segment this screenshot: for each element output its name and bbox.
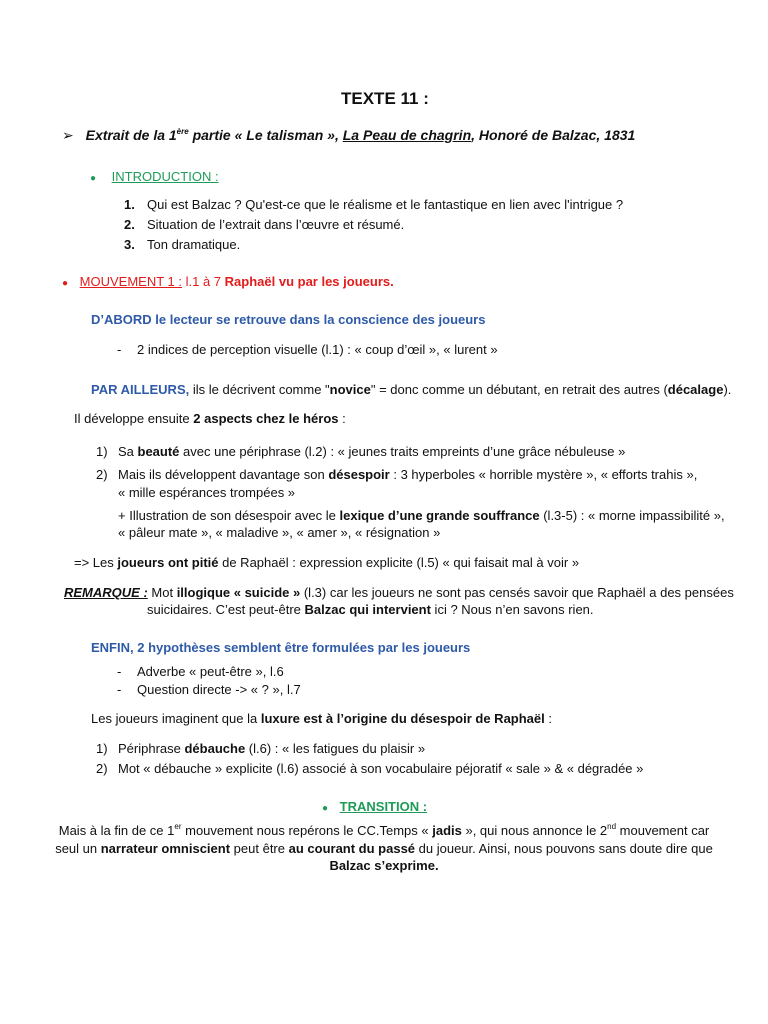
list-number: 1) [96, 444, 108, 459]
bullet-dot-icon: ● [322, 803, 329, 814]
remarque-line-2 [147, 601, 594, 618]
subtitle-line [62, 127, 635, 144]
debauche-bold: débauche [184, 741, 246, 756]
debauche-item-1 [96, 740, 426, 757]
dash-bullet: - [117, 664, 122, 679]
dev-text: Il développe ensuite [74, 411, 194, 426]
intro-item-text: Ton dramatique. [147, 237, 241, 252]
arrow-bullet-icon: ➢ [62, 127, 74, 143]
subtitle-part-1: Extrait de la 1 [85, 127, 177, 143]
intro-heading: INTRODUCTION : [111, 169, 219, 184]
dabord-item-text: 2 indices de perception visuelle (l.1) : « coup d’œil », « lurent » [137, 342, 498, 357]
debauche-item-2 [96, 760, 644, 777]
list-number: 1) [96, 741, 108, 756]
aspect-text: Mais ils développent davantage son [118, 467, 329, 482]
dev-text: : [338, 411, 346, 426]
mouvement-1-range: l.1 à 7 [182, 274, 225, 289]
intro-item-number: 1. [124, 197, 135, 212]
debauche-text: (l.6) : « les fatigues du plaisir » [245, 741, 426, 756]
intro-item-text: Situation de l’extrait dans l’œuvre et résumé. [147, 217, 405, 232]
remarque-line-1 [64, 584, 734, 601]
subtitle-sup: ère [176, 127, 189, 136]
ailleurs-text: " = donc comme un débutant, en retrait des autres ( [370, 382, 668, 397]
illustration-bold: lexique d’une grande souffrance [339, 508, 540, 523]
luxure-text: : [544, 711, 552, 726]
illustration-text: (l.3-5) : « morne impassibilité », [539, 508, 725, 523]
dash-bullet: - [117, 342, 122, 357]
mouvement-1-heading [62, 273, 394, 292]
bullet-dot-icon: ● [62, 278, 69, 289]
aspect-text: Sa [118, 444, 138, 459]
remarque-label: REMARQUE : [64, 585, 148, 600]
aspect-2 [96, 466, 698, 483]
novice-term: novice [329, 382, 371, 397]
transition-text: mouvement nous repérons le CC.Temps « [181, 823, 433, 838]
remarque-bold: Balzac qui intervient [304, 602, 431, 617]
transition-text: mouvement car [616, 823, 710, 838]
aspect-text: avec une périphrase (l.2) : « jeunes traits empreints d’une grâce nébuleuse » [179, 444, 626, 459]
ailleurs-text: ils le décrivent comme " [189, 382, 330, 397]
page-title: TEXTE 11 : [341, 89, 429, 108]
pitie-line [74, 554, 579, 571]
enfin-heading: ENFIN, 2 hypothèses semblent être formulées par les joueurs [91, 640, 471, 655]
illustration-line [118, 507, 725, 524]
remarque-text: Mot [147, 585, 177, 600]
intro-item-text: Qui est Balzac ? Qu'est-ce que le réalisme et le fantastique en lien avec l'intrigue ? [147, 197, 624, 212]
transition-text: Mais à la fin de ce 1 [58, 823, 175, 838]
list-number: 2) [96, 467, 108, 482]
remarque-text: suicidaires. C’est peut-être [147, 602, 305, 617]
illustration-text: + Illustration de son désespoir avec le [118, 508, 340, 523]
transition-bold: Balzac s’exprime. [329, 858, 439, 873]
intro-item-number: 2. [124, 217, 135, 232]
luxure-text: Les joueurs imaginent que la [91, 711, 261, 726]
transition-text: du joueur. Ainsi, nous pouvons sans doute dire que [415, 841, 713, 856]
remarque-text: ici ? Nous n’en savons rien. [430, 602, 594, 617]
book-title: La Peau de chagrin [342, 127, 472, 143]
aspect-bold: désespoir [328, 467, 390, 482]
ailleurs-lead: PAR AILLEURS, [91, 382, 190, 397]
remarque-bold: illogique « suicide » [176, 585, 301, 600]
transition-text: », qui nous annonce le 2 [461, 823, 608, 838]
mouvement-1-title: Raphaël vu par les joueurs. [224, 274, 394, 289]
transition-line-1 [0, 822, 768, 839]
subtitle-part-2: partie « Le talisman », [188, 127, 343, 143]
debauche-text: Mot « débauche » explicite (l.6) associé à son vocabulaire péjoratif « sale » & « dégradée » [118, 761, 644, 776]
transition-line-3 [0, 857, 768, 874]
transition-line-2 [0, 840, 768, 857]
transition-bold: jadis [432, 823, 462, 838]
dabord-item [117, 341, 498, 358]
subtitle-part-3: , Honoré de Balzac, 1831 [471, 127, 636, 143]
dabord-heading: D’ABORD le lecteur se retrouve dans la conscience des joueurs [91, 312, 486, 327]
dev-bold: 2 aspects chez le héros [193, 411, 339, 426]
aspect-2-line-2: « mille espérances trompées » [118, 485, 296, 500]
debauche-text: Périphrase [118, 741, 185, 756]
aspect-text: : 3 hyperboles « horrible mystère », « efforts trahis », [389, 467, 698, 482]
enfin-item-text: Adverbe « peut-être », l.6 [137, 664, 284, 679]
intro-item-1 [124, 196, 624, 213]
transition-sup: nd [607, 822, 617, 831]
bullet-dot-icon: ● [90, 173, 97, 184]
dash-bullet: - [117, 682, 122, 697]
ailleurs-paragraph [91, 381, 731, 398]
aspect-1 [96, 443, 626, 460]
remarque-text: (l.3) car les joueurs ne sont pas censés savoir que Raphaël a des pensées [300, 585, 734, 600]
mouvement-1-label: MOUVEMENT 1 : [79, 274, 183, 289]
enfin-item-text: Question directe -> « ? », l.7 [137, 682, 301, 697]
transition-bold: au courant du passé [288, 841, 416, 856]
development-line [74, 410, 346, 427]
aspect-bold: beauté [137, 444, 180, 459]
enfin-item-1 [117, 663, 284, 680]
intro-item-3 [124, 236, 241, 253]
intro-item-number: 3. [124, 237, 135, 252]
transition-heading-row [322, 798, 427, 817]
decalage-term: décalage [667, 382, 724, 397]
pitie-text: => Les [74, 555, 118, 570]
ailleurs-text: ). [723, 382, 732, 397]
transition-text: seul un [55, 841, 101, 856]
enfin-item-2 [117, 681, 301, 698]
luxure-bold: luxure est à l’origine du désespoir de Raphaël [260, 711, 545, 726]
transition-bold: narrateur omniscient [100, 841, 231, 856]
transition-text: peut être [230, 841, 289, 856]
transition-heading: TRANSITION : [339, 799, 428, 814]
intro-heading-row [90, 168, 219, 187]
intro-item-2 [124, 216, 405, 233]
transition-sup: er [174, 822, 182, 831]
list-number: 2) [96, 761, 108, 776]
luxure-line [91, 710, 552, 727]
pitie-text: de Raphaël : expression explicite (l.5) « qui faisait mal à voir » [218, 555, 580, 570]
illustration-line-2: « pâleur mate », « maladive », « amer », « résignation » [118, 525, 441, 540]
pitie-bold: joueurs ont pitié [117, 555, 219, 570]
